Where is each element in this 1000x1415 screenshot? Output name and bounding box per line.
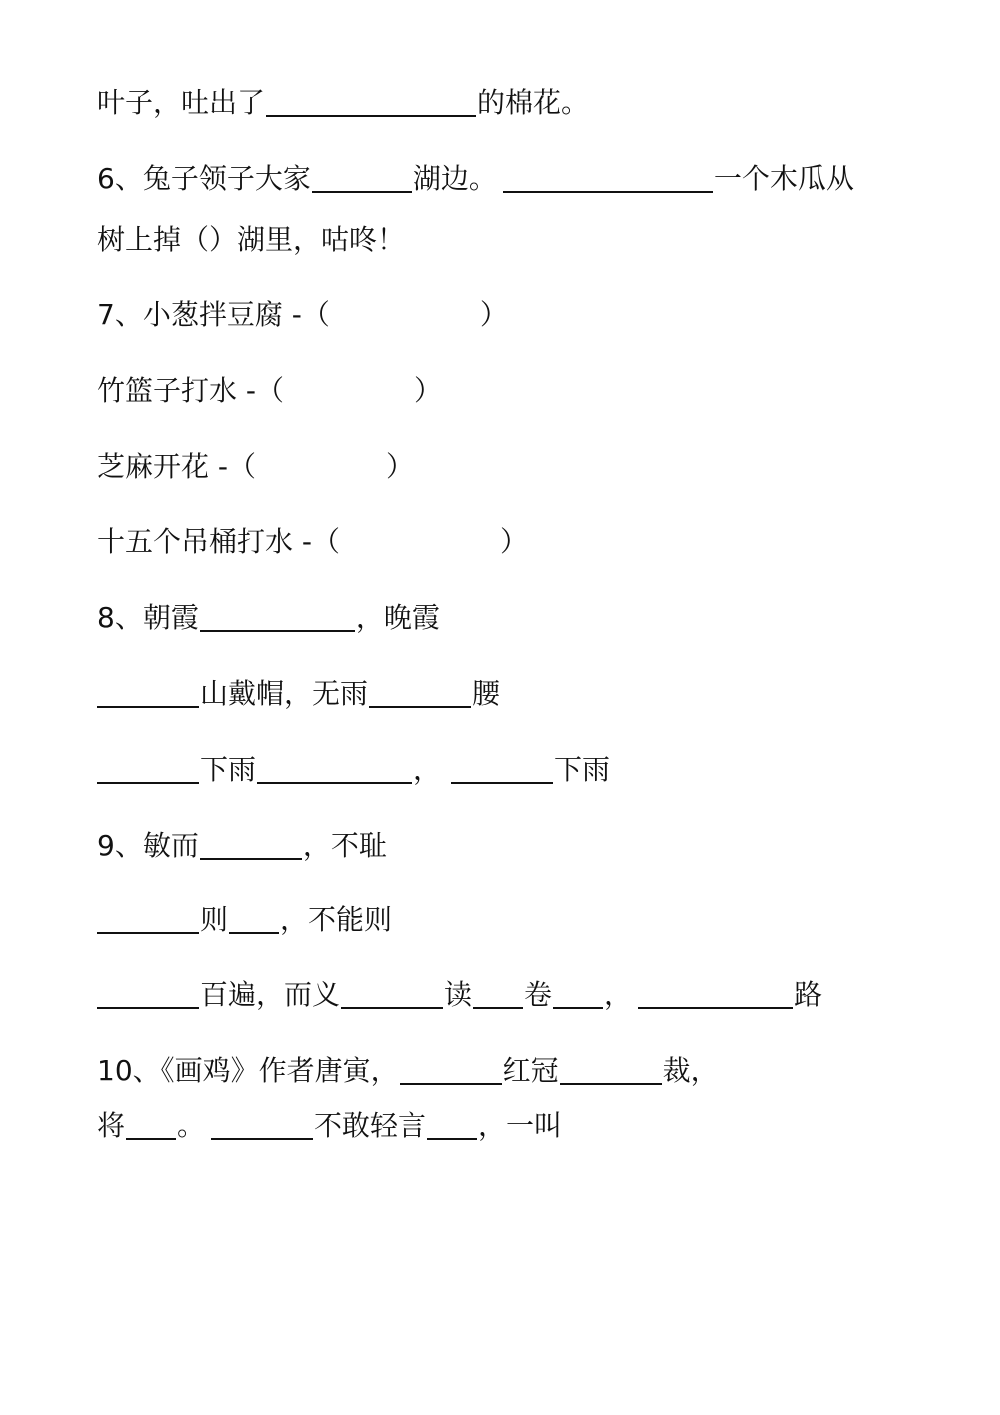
- fill-blank[interactable]: [638, 977, 793, 1009]
- question-8-line-3: [97, 750, 610, 790]
- fill-blank[interactable]: [97, 977, 199, 1009]
- question-7-line-3: [97, 447, 414, 487]
- fill-blank[interactable]: [97, 752, 199, 784]
- text: ，晚霞: [355, 601, 440, 634]
- text: ）: [500, 525, 529, 558]
- question-7-line-4: [97, 522, 528, 562]
- text: 竹篮子打水 -（: [97, 374, 285, 407]
- text: 下雨: [554, 753, 611, 786]
- text: 百遍，而义: [200, 978, 341, 1011]
- text: 腰: [472, 677, 501, 710]
- text: ）: [414, 374, 443, 407]
- text: ，一叫: [478, 1109, 563, 1142]
- text: 十五个吊桶打水 -（: [97, 525, 341, 558]
- text-line-1: [97, 83, 589, 123]
- text: 树上掉（）湖里，咕咚！: [97, 223, 406, 256]
- question-9-line-2: [97, 900, 392, 940]
- question-10-line-2: [97, 1106, 562, 1146]
- fill-blank[interactable]: [473, 977, 523, 1009]
- fill-blank[interactable]: [266, 85, 476, 117]
- fill-blank[interactable]: [369, 676, 471, 708]
- question-9-line-1: [97, 826, 387, 866]
- fill-blank[interactable]: [229, 902, 279, 934]
- text: 的棉花。: [477, 86, 590, 119]
- fill-blank[interactable]: [97, 902, 199, 934]
- text: ）: [386, 450, 415, 483]
- text: 山戴帽，无雨: [200, 677, 369, 710]
- text: 将: [97, 1109, 126, 1142]
- fill-blank[interactable]: [97, 676, 199, 708]
- question-8-line-2: [97, 674, 500, 714]
- text: 9、敏而: [97, 829, 199, 862]
- text: 湖边。: [412, 162, 497, 195]
- text: 叶子，吐出了: [97, 86, 266, 119]
- text: 7、小葱拌豆腐 -（: [97, 298, 330, 331]
- fill-blank[interactable]: [211, 1108, 313, 1140]
- question-6-line-2: [97, 220, 405, 260]
- fill-blank[interactable]: [200, 828, 302, 860]
- text: 红冠: [502, 1054, 559, 1087]
- text: 6、兔子领子大家: [97, 162, 311, 195]
- fill-blank[interactable]: [341, 977, 443, 1009]
- fill-blank[interactable]: [312, 161, 412, 193]
- text: ，不耻: [302, 829, 387, 862]
- text: ）: [479, 298, 508, 331]
- text: 读: [444, 978, 473, 1011]
- question-6-line-1: [97, 159, 854, 199]
- text: ，不能则: [280, 903, 393, 936]
- fill-blank[interactable]: [553, 977, 603, 1009]
- question-10-line-1: [97, 1051, 719, 1091]
- text: 路: [794, 978, 823, 1011]
- question-7-line-1: [97, 295, 508, 335]
- text: 芝麻开花 -（: [97, 450, 257, 483]
- text: 不敢轻言: [314, 1109, 427, 1142]
- fill-blank[interactable]: [427, 1108, 477, 1140]
- text: 一个木瓜从: [713, 162, 854, 195]
- fill-blank[interactable]: [451, 752, 553, 784]
- text: ，: [413, 753, 442, 786]
- fill-blank[interactable]: [126, 1108, 176, 1140]
- text: ，: [604, 978, 633, 1011]
- fill-blank[interactable]: [200, 600, 355, 632]
- question-7-line-2: [97, 371, 442, 411]
- text: 卷: [524, 978, 553, 1011]
- text: 10、《画鸡》作者唐寅，: [97, 1054, 399, 1087]
- fill-blank[interactable]: [400, 1053, 502, 1085]
- fill-blank[interactable]: [560, 1053, 662, 1085]
- text: 裁，: [662, 1054, 719, 1087]
- fill-blank[interactable]: [503, 161, 713, 193]
- text: 。: [177, 1109, 206, 1142]
- text: 下雨: [200, 753, 257, 786]
- text: 则: [200, 903, 229, 936]
- text: 8、朝霞: [97, 601, 199, 634]
- question-9-line-3: [97, 975, 822, 1015]
- fill-blank[interactable]: [257, 752, 412, 784]
- question-8-line-1: [97, 598, 440, 638]
